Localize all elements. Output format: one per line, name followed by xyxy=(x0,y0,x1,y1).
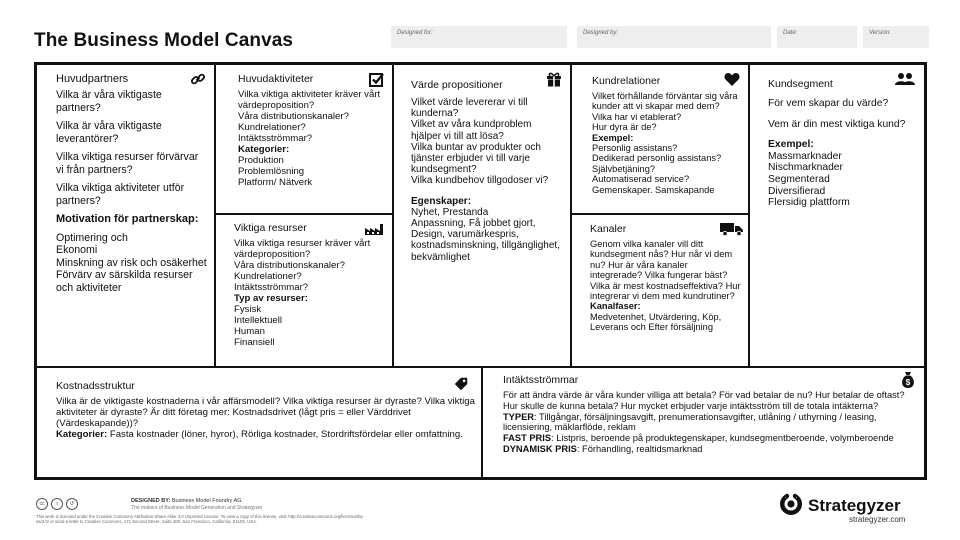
property-item: Nyhet, Prestanda xyxy=(411,206,489,218)
page-title: The Business Model Canvas xyxy=(34,30,294,51)
key-activities-section xyxy=(216,65,394,215)
cost-structure-header: Kostnadsstruktur xyxy=(56,380,135,392)
motivation-item: Optimering och xyxy=(56,231,128,244)
users-icon xyxy=(894,71,916,87)
relations-line: Hur dyra är de? xyxy=(592,122,657,133)
factory-icon xyxy=(364,221,386,237)
value-line: Vilket värde levererar vi till kunderna? xyxy=(411,97,528,120)
channel-phases-text: Medvetenhet, Utvärdering, Köp, Leverans och Efter försäljning xyxy=(590,311,722,333)
designed-by xyxy=(131,498,262,511)
truck-icon xyxy=(720,221,744,237)
segments-question: Vem är din mest viktiga kund? xyxy=(768,118,906,130)
value-propositions-section xyxy=(394,65,572,368)
value-line: Vilka kundbehov tillgodoser vi? xyxy=(411,175,549,187)
properties-heading: Egenskaper: xyxy=(411,195,472,207)
segment-example: Flersidig plattform xyxy=(768,197,850,209)
property-item: Anpassning, Få jobbet gjort, Design, varumärkespris, kostnadsminskning, tillgänglighet, bekvämlighet xyxy=(411,218,560,263)
version-field[interactable]: Version: xyxy=(863,26,929,48)
motivation-heading: Motivation för partnerskap: xyxy=(56,213,199,225)
value-propositions-header: Värde propositioner xyxy=(411,79,503,91)
resource-type-item: Human xyxy=(234,326,265,337)
relations-example-heading: Exempel: xyxy=(592,132,634,143)
category-item: Produktion xyxy=(238,155,284,166)
share-alike-icon: ↺ xyxy=(66,498,78,510)
channels-text: Genom vilka kanaler vill ditt kundsegment nås? Hur når vi dem nu? Hur är våra kanaler integrerade? Vilka fungerar bäst? Vilka är mest kostnadseffektiva? Hur integrerar vi dem med kundrutiner? xyxy=(590,239,741,302)
resource-types-heading: Typ av resurser: xyxy=(234,293,308,304)
fixed-price-text: : Listpris, beroende på produktegenskaper, kundsegmentberoende, volymberoende xyxy=(551,433,894,444)
resources-line: Vilka viktiga resurser kräver vårt värdeproposition? xyxy=(234,238,371,260)
relations-example: Gemenskaper. Samskapande xyxy=(592,184,715,195)
partners-question: Vilka är våra viktigaste partners? xyxy=(56,89,162,114)
dynamic-price-heading: DYNAMISK PRIS xyxy=(503,443,577,454)
creative-commons-badges xyxy=(36,498,78,510)
revenue-streams-section xyxy=(483,368,924,477)
activities-line: Kundrelationer? xyxy=(238,122,306,133)
key-partners-section xyxy=(37,65,216,368)
motivation-item: Förvärv av särskilda resurser och aktiviteter xyxy=(56,269,193,294)
costs-categories-text: Fasta kostnader (löner, hyror), Rörliga kostnader, Stordriftsfördelar eller omfattning. xyxy=(107,429,463,440)
dynamic-price-text: : Förhandling, realtidsmarknad xyxy=(576,443,703,454)
resource-type-item: Finansiell xyxy=(234,337,275,348)
segment-example: Segmenterad xyxy=(768,173,830,185)
heart-icon xyxy=(724,71,740,87)
key-resources-section xyxy=(216,215,394,368)
svg-text:$: $ xyxy=(905,378,911,387)
fixed-price-heading: FAST PRIS xyxy=(503,433,552,444)
channel-phases-heading: Kanalfaser: xyxy=(590,301,641,312)
key-partners-header: Huvudpartners xyxy=(56,73,129,85)
designed-by-field[interactable]: Designed by: xyxy=(577,26,771,48)
date-field[interactable]: Date: xyxy=(777,26,857,48)
revenue-streams-header: Intäktsströmmar xyxy=(503,374,579,386)
resource-type-item: Fysisk xyxy=(234,304,262,315)
cost-structure-section xyxy=(37,368,483,477)
costs-text: Vilka är de viktigaste kostnaderna i vår affärsmodell? Vilka viktiga resurser är dyraste? Vilka viktiga aktiviteter är dyraste? Är ditt företag mer: Kostnadsdrivet (lågt pris = eller Värddrivet (Värdeskapande))? xyxy=(56,396,475,429)
link-icon xyxy=(190,71,206,87)
motivation-item: Minskning av risk och osäkerhet xyxy=(56,256,207,269)
channels-header: Kanaler xyxy=(590,223,627,235)
value-line: Vilka buntar av produkter och tjänster erbjuder vi till varje kundsegment? xyxy=(411,141,541,176)
partners-question: Vilka viktiga resurser förvärvar vi från partners? xyxy=(56,151,199,176)
cc-icon: cc xyxy=(36,498,48,510)
value-line: Vilket av våra kundproblem hjälper vi till att lösa? xyxy=(411,119,532,142)
resources-line: Kundrelationer? xyxy=(234,271,302,282)
revenue-types-line xyxy=(503,412,918,434)
resources-line: Intäktsströmmar? xyxy=(234,282,309,293)
segment-example: Diversifierad xyxy=(768,185,826,197)
customer-relationships-header: Kundrelationer xyxy=(592,75,661,87)
revenue-text: För att ändra värde är våra kunder villiga att betala? För vad betalar de nu? Hur betalar de oftast? Hur skulle de kunna betala? Hur mycket erbjuder varje intäktsström till de totala intäkterna? xyxy=(503,390,905,411)
key-activities-header: Huvudaktiviteter xyxy=(238,73,314,85)
revenue-fixed-line xyxy=(503,433,918,444)
relations-line: Vilka har vi etablerat? xyxy=(592,111,682,122)
revenue-types-text: : Tillgångar, försäljningsavgift, prenumerationsavgifter, utlåning / uthyrning / leasing, licensiering, mäklarflöde, reklam xyxy=(503,411,877,433)
partners-question: Vilka är våra viktigaste leverantörer? xyxy=(56,120,162,145)
brand-url[interactable]: strategyzer.com xyxy=(849,515,906,524)
designed-by-label: DESIGNED BY: xyxy=(131,498,171,504)
relations-example: Automatiserad service? xyxy=(592,174,690,185)
resource-type-item: Intellektuell xyxy=(234,315,282,326)
attribution-icon: i xyxy=(51,498,63,510)
revenue-dynamic-line xyxy=(503,444,918,455)
segment-example: Nischmarknader xyxy=(768,162,843,174)
activities-line: Vilka viktiga aktiviteter kräver vårt värdeproposition? xyxy=(238,89,381,111)
category-item: Problemlösning xyxy=(238,166,305,177)
relations-line: Vilket förhållande förväntar sig våra kunder att vi skapar med dem? xyxy=(592,91,738,112)
license-text: This work is licensed under the Creative Commons Attribution-Share Alike 3.0 Unported License. To view a copy of this license, visit: http://creativecommons.org/licenses/by-sa/3.0/ or send a letter to Creative Commons, 171 Second Street, Suite 300, San Francisco, California, 94105, USA. xyxy=(36,514,365,524)
brand-name: Strategyzer xyxy=(808,495,901,515)
relations-example: Dedikerad personlig assistans? Självbetjäning? xyxy=(592,153,722,174)
costs-categories-line xyxy=(56,429,475,440)
tag-icon xyxy=(453,376,469,392)
strategyzer-logo-icon xyxy=(778,490,804,521)
customer-segments-section xyxy=(750,65,924,368)
gift-icon xyxy=(546,71,562,87)
channels-section xyxy=(572,215,750,368)
relations-example: Personlig assistans? xyxy=(592,143,678,154)
activities-line: Våra distributionskanaler? xyxy=(238,111,349,122)
segments-example-heading: Exempel: xyxy=(768,139,814,151)
segment-example: Massmarknader xyxy=(768,150,842,162)
money-bag-icon xyxy=(900,372,916,388)
motivation-item: Ekonomi xyxy=(56,244,98,256)
partners-question: Vilka viktiga aktiviteter utför partners? xyxy=(56,182,185,207)
revenue-types-heading: TYPER xyxy=(503,411,534,422)
key-resources-header: Viktiga resurser xyxy=(234,222,307,234)
categories-heading: Kategorier: xyxy=(238,144,290,155)
resources-line: Våra distributionskanaler? xyxy=(234,260,345,271)
designed-by-value: Business Model Foundry AG xyxy=(171,498,242,504)
activities-line: Intäktsströmmar? xyxy=(238,133,313,144)
customer-relationships-section xyxy=(572,65,750,215)
business-model-canvas xyxy=(34,62,927,480)
makers-text: The makers of Business Model Generation and Strategyzer xyxy=(131,505,263,511)
segments-question: För vem skapar du värde? xyxy=(768,98,889,109)
designed-for-field[interactable]: Designed for: xyxy=(391,26,567,48)
customer-segments-header: Kundsegment xyxy=(768,78,833,90)
category-item: Platform/ Nätverk xyxy=(238,177,313,188)
costs-categories-heading: Kategorier: xyxy=(56,429,108,440)
checkbox-icon xyxy=(368,71,384,87)
